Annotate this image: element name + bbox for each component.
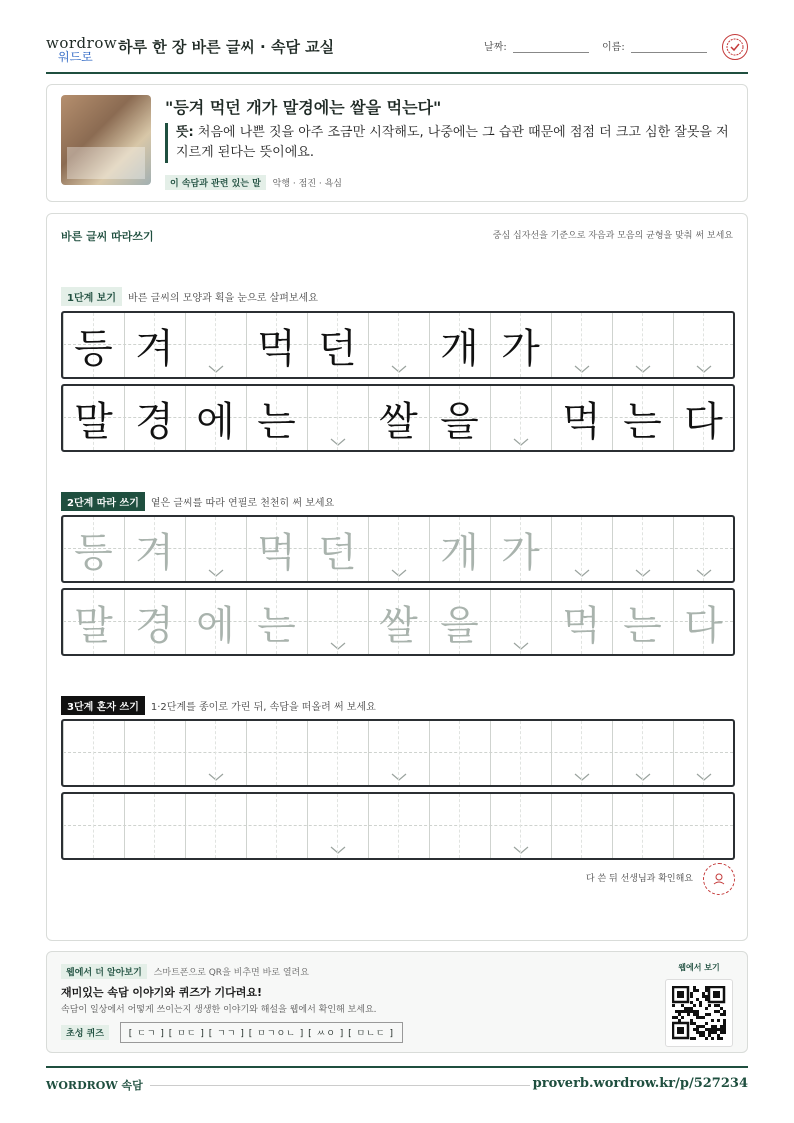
quiz-label: 초성 퀴즈 bbox=[61, 1025, 109, 1040]
grid-char: 을 bbox=[440, 398, 479, 445]
grid-cell bbox=[368, 313, 429, 377]
grid-char: 던 bbox=[318, 529, 357, 576]
grid-cell bbox=[490, 590, 551, 654]
grid-cell[interactable] bbox=[551, 794, 612, 858]
grid-cell[interactable] bbox=[307, 721, 368, 785]
grid-cell bbox=[673, 517, 734, 581]
grid-char: 먹 bbox=[562, 398, 601, 445]
free-write-row-2[interactable] bbox=[61, 792, 735, 860]
grid-cell bbox=[246, 386, 307, 450]
grid-cell bbox=[612, 386, 673, 450]
web-tag[interactable]: 웹에서 더 알아보기 bbox=[61, 964, 147, 979]
qr-label: 웹에서 보기 bbox=[678, 963, 720, 972]
grid-cell bbox=[63, 386, 124, 450]
grid-cell bbox=[185, 517, 246, 581]
logo-subtext: 워드로 bbox=[58, 50, 93, 64]
grid-cell bbox=[124, 386, 185, 450]
grid-cell bbox=[551, 386, 612, 450]
practice-title: 바른 글씨 따라쓰기 bbox=[61, 230, 154, 243]
grid-cell bbox=[673, 590, 734, 654]
step-2-header bbox=[61, 492, 334, 511]
footer-url[interactable]: proverb.wordrow.kr/p/527234 bbox=[532, 1076, 748, 1091]
grid-cell bbox=[307, 517, 368, 581]
chosung-quiz bbox=[61, 1022, 403, 1043]
grid-cell bbox=[124, 590, 185, 654]
grid-char: 에 bbox=[196, 602, 235, 649]
web-heading: 재미있는 속담 이야기와 퀴즈가 기다려요! bbox=[61, 986, 262, 999]
grid-char: 가 bbox=[501, 529, 540, 576]
grid-cell bbox=[612, 517, 673, 581]
grid-cell bbox=[429, 386, 490, 450]
grid-cell[interactable] bbox=[124, 794, 185, 858]
name-field[interactable] bbox=[602, 38, 707, 53]
proverb-card bbox=[46, 84, 748, 202]
footer-brand: WORDROW 속담 bbox=[46, 1079, 143, 1092]
trace-row-1[interactable] bbox=[61, 515, 735, 583]
grid-cell[interactable] bbox=[307, 794, 368, 858]
grid-cell[interactable] bbox=[429, 794, 490, 858]
grid-cell bbox=[612, 313, 673, 377]
grid-cell bbox=[490, 517, 551, 581]
grid-char: 경 bbox=[135, 398, 174, 445]
grid-cell bbox=[63, 590, 124, 654]
grid-cell bbox=[429, 313, 490, 377]
grid-cell bbox=[307, 313, 368, 377]
trace-row-2[interactable] bbox=[61, 588, 735, 656]
grid-cell bbox=[368, 517, 429, 581]
grid-char: 먹 bbox=[562, 602, 601, 649]
meaning-label: 뜻: bbox=[176, 125, 194, 140]
grid-char: 말 bbox=[74, 602, 113, 649]
grid-char: 겨 bbox=[135, 529, 174, 576]
practice-card bbox=[46, 213, 748, 941]
step-1-header bbox=[61, 287, 318, 306]
grid-char: 에 bbox=[196, 398, 235, 445]
illustration-caption bbox=[67, 147, 145, 179]
web-tag-row bbox=[61, 964, 309, 979]
grid-char: 는 bbox=[257, 602, 296, 649]
grid-cell bbox=[429, 590, 490, 654]
view-row-1 bbox=[61, 311, 735, 379]
grid-cell bbox=[490, 313, 551, 377]
grid-cell[interactable] bbox=[63, 721, 124, 785]
check-stamp-icon bbox=[722, 34, 748, 60]
footer-divider bbox=[150, 1085, 530, 1086]
grid-cell[interactable] bbox=[551, 721, 612, 785]
name-label: 이름: bbox=[602, 42, 625, 53]
grid-char: 겨 bbox=[135, 325, 174, 372]
web-desc: 속담이 일상에서 어떻게 쓰이는지 생생한 이야기와 해설을 웹에서 확인해 보세요. bbox=[61, 1005, 377, 1015]
related-tag: 이 속담과 관련 있는 말 bbox=[165, 175, 266, 190]
practice-desc: 중심 십자선을 기준으로 자음과 모음의 균형을 맞춰 써 보세요 bbox=[492, 231, 733, 241]
grid-char: 는 bbox=[623, 602, 662, 649]
step-3-text: 1·2단계를 종이로 가린 뒤, 속담을 떠올려 써 보세요 bbox=[150, 702, 376, 713]
grid-char: 먹 bbox=[257, 325, 296, 372]
grid-char: 경 bbox=[135, 602, 174, 649]
related-words bbox=[165, 175, 342, 190]
page-footer bbox=[46, 1066, 748, 1098]
grid-char: 등 bbox=[74, 529, 113, 576]
grid-char: 쌀 bbox=[379, 602, 418, 649]
grid-cell[interactable] bbox=[673, 721, 734, 785]
date-line bbox=[513, 40, 589, 53]
grid-cell bbox=[246, 590, 307, 654]
proverb-meaning bbox=[165, 123, 736, 163]
grid-cell bbox=[124, 313, 185, 377]
page-header bbox=[46, 30, 748, 74]
grid-cell bbox=[63, 517, 124, 581]
grid-char: 다 bbox=[684, 398, 723, 445]
grid-cell bbox=[368, 386, 429, 450]
grid-char: 개 bbox=[440, 529, 479, 576]
grid-cell bbox=[246, 313, 307, 377]
step-1-text: 바른 글씨의 모양과 획을 눈으로 살펴보세요 bbox=[128, 293, 318, 304]
grid-char: 쌀 bbox=[379, 398, 418, 445]
grid-cell[interactable] bbox=[612, 794, 673, 858]
grid-cell[interactable] bbox=[429, 721, 490, 785]
grid-char: 던 bbox=[318, 325, 357, 372]
web-tag-desc: 스마트폰으로 QR을 비추면 바로 열려요 bbox=[153, 968, 309, 978]
grid-cell bbox=[185, 313, 246, 377]
page-title: 하루 한 장 바른 글씨 · 속담 교실 bbox=[118, 38, 335, 56]
grid-cell[interactable] bbox=[246, 721, 307, 785]
grid-cell[interactable] bbox=[490, 794, 551, 858]
name-line bbox=[631, 40, 707, 53]
grid-char: 다 bbox=[684, 602, 723, 649]
grid-cell bbox=[307, 386, 368, 450]
grid-cell bbox=[185, 386, 246, 450]
grid-cell bbox=[63, 313, 124, 377]
step-3-badge: 3단계 혼자 쓰기 bbox=[61, 696, 145, 715]
good-job-stamp-icon bbox=[703, 863, 735, 895]
grid-cell bbox=[490, 386, 551, 450]
step-2-text: 옅은 글씨를 따라 연필로 천천히 써 보세요 bbox=[150, 498, 335, 509]
grid-cell[interactable] bbox=[612, 721, 673, 785]
grid-cell[interactable] bbox=[124, 721, 185, 785]
grid-cell[interactable] bbox=[63, 794, 124, 858]
grid-cell[interactable] bbox=[368, 794, 429, 858]
meaning-text: 처음에 나쁜 짓을 아주 조금만 시작해도, 나중에는 그 습관 때문에 점점 더 크고 심한 잘못을 저지르게 된다는 뜻이에요. bbox=[176, 125, 729, 160]
grid-cell bbox=[551, 590, 612, 654]
wordrow-logo[interactable] bbox=[46, 34, 118, 64]
grid-char: 등 bbox=[74, 325, 113, 372]
grid-cell bbox=[612, 590, 673, 654]
step-3-header bbox=[61, 696, 376, 715]
view-row-2 bbox=[61, 384, 735, 452]
grid-char: 말 bbox=[74, 398, 113, 445]
grid-char: 는 bbox=[623, 398, 662, 445]
step-1-badge: 1단계 보기 bbox=[61, 287, 122, 306]
quiz-box: [ ㄷㄱ ] [ ㅁㄷ ] [ ㄱㄱ ] [ ㅁㄱㅇㄴ ] [ ㅆㅇ ] [ ㅁㄴㄷ ] bbox=[120, 1022, 403, 1043]
grid-char: 가 bbox=[501, 325, 540, 372]
web-card bbox=[46, 951, 748, 1053]
related-list: 악행 · 점진 · 욕심 bbox=[272, 179, 342, 189]
grid-cell bbox=[307, 590, 368, 654]
grid-cell bbox=[551, 517, 612, 581]
grid-cell[interactable] bbox=[490, 721, 551, 785]
qr-code-icon[interactable] bbox=[665, 979, 733, 1047]
date-field[interactable] bbox=[484, 38, 589, 53]
free-write-row-1[interactable] bbox=[61, 719, 735, 787]
grid-cell bbox=[368, 590, 429, 654]
grid-cell bbox=[673, 313, 734, 377]
step-2-badge: 2단계 따라 쓰기 bbox=[61, 492, 145, 511]
date-label: 날짜: bbox=[484, 42, 507, 53]
grid-cell[interactable] bbox=[185, 721, 246, 785]
grid-char: 먹 bbox=[257, 529, 296, 576]
grid-cell[interactable] bbox=[368, 721, 429, 785]
proverb-illustration bbox=[61, 95, 151, 185]
grid-char: 을 bbox=[440, 602, 479, 649]
check-note: 다 쓴 뒤 선생님과 확인해요 bbox=[585, 874, 693, 884]
logo-text: wordrow bbox=[46, 34, 118, 52]
grid-cell bbox=[246, 517, 307, 581]
grid-char: 개 bbox=[440, 325, 479, 372]
grid-cell bbox=[551, 313, 612, 377]
grid-cell bbox=[185, 590, 246, 654]
qr-section[interactable] bbox=[665, 962, 733, 1047]
grid-cell[interactable] bbox=[246, 794, 307, 858]
grid-cell[interactable] bbox=[185, 794, 246, 858]
grid-cell bbox=[124, 517, 185, 581]
grid-cell[interactable] bbox=[673, 794, 734, 858]
grid-cell bbox=[429, 517, 490, 581]
proverb-title: "등겨 먹던 개가 말경에는 쌀을 먹는다" bbox=[165, 98, 442, 117]
grid-char: 는 bbox=[257, 398, 296, 445]
grid-cell bbox=[673, 386, 734, 450]
